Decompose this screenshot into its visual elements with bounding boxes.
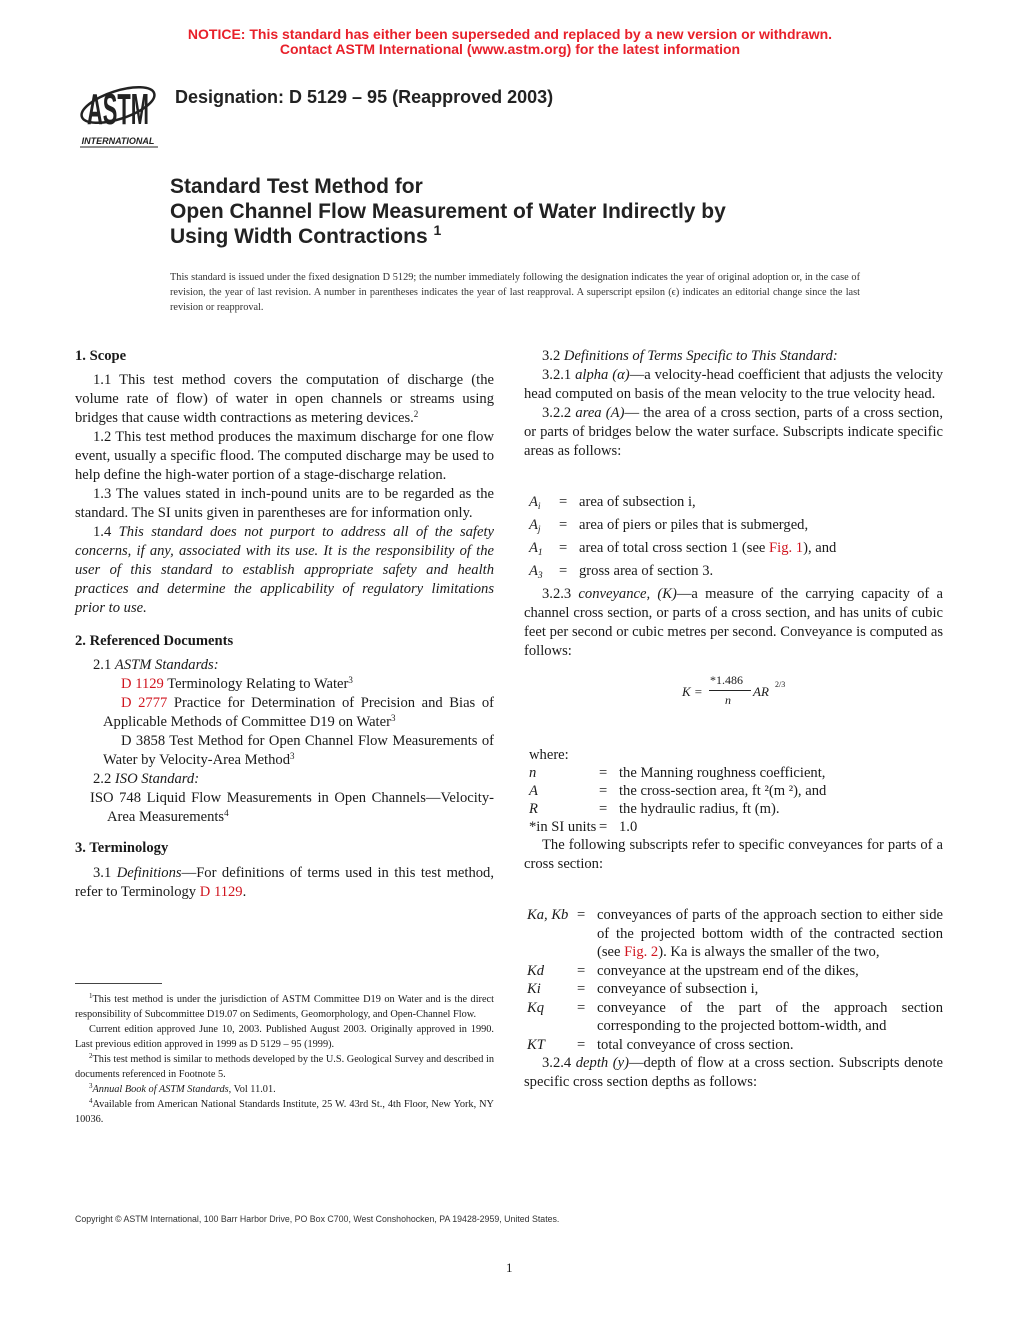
notice-line-1: NOTICE: This standard has either been superseded and replaced by a new version or withdrawn. — [187, 26, 833, 42]
paragraph-1-2: 1.2 This test method produces the maximum discharge for one flow event, usually a specific flood. The computed discharge may be used to help define the high-water portion of a stage-discharge relation. — [75, 429, 494, 483]
section-heading-terminology: 3. Terminology — [75, 840, 169, 856]
section-heading-referenced-documents: 2. Referenced Documents — [75, 633, 234, 649]
svg-text:ASTM: ASTM — [87, 85, 149, 134]
designation: Designation: D 5129 – 95 (Reapproved 2003) — [175, 87, 554, 107]
section-heading-scope: 1. Scope — [75, 348, 127, 364]
paragraph-3-2-3: 3.2.3 conveyance, (K)—a measure of the carrying capacity of a channel cross section, or parts of a cross section, and has units of cubic feet per second or cubic metres per second. Conveyance is computed as follows: — [524, 586, 943, 659]
conveyance-subscript-list: Ka, Kb = conveyances of parts of the approach section to either side of the projected bottom width of the contracted section (see Fig. 2). Ka is always the smaller of the two, Kd = conveyance at the upstream end of the dikes, Ki = conveyance of subsection i, Kq = conveyance of the part of the approach section corresponding to the projected bottom-width, and KT = total conveyance of cross section. — [527, 907, 943, 1053]
svg-text:INTERNATIONAL: INTERNATIONAL — [81, 136, 155, 146]
paragraph-1-3: 1.3 The values stated in inch-pound units are to be regarded as the standard. The SI units given in parentheses are for information only. — [75, 486, 494, 521]
title-footnote-mark: 1 — [433, 222, 442, 238]
link-d2777[interactable]: D 2777 — [121, 695, 168, 711]
footnote-1: $^1$This test method is under the jurisdiction of ASTM Committee D19 on Water and is the direct responsibility of Subcommittee D19.07 on Sediments, Geomorphology, and Open-Channel Flow. — [75, 992, 494, 1020]
link-d1129-terminology[interactable]: D 1129 — [199, 884, 243, 900]
document-title — [170, 174, 726, 249]
withdrawal-notice — [0, 27, 1020, 57]
paragraph-2-2: 2.2 ISO Standard: — [93, 771, 200, 787]
conveyance-subscripts-intro: The following subscripts refer to specific conveyances for parts of a cross section: — [524, 837, 943, 872]
notice-line-2: Contact ASTM International (www.astm.org) for the latest information — [279, 41, 741, 57]
right-column — [524, 347, 943, 1092]
formula-variables: where: n = the Manning roughness coefficient, A = the cross-section area, ft ²(m ²), and R = the hydraulic radius, ft (m). *in SI units = 1.0 — [529, 747, 827, 835]
paragraph-1-4: 1.4 This standard does not purport to address all of the safety concerns, if any, associated with its use. It is the responsibility of the user of this standard to establish appropriate safety and health practices and determine the applicability of regulatory limitations prior to use. — [75, 524, 494, 616]
paragraph-3-2-4: 3.2.4 depth (y)—depth of flow at a cross section. Subscripts denote specific cross section depths as follows: — [524, 1055, 943, 1090]
link-fig-1[interactable]: Fig. 1 — [769, 540, 804, 556]
reference-d2777: D 2777 Practice for Determination of Precision and Bias of Applicable Methods of Committee D19 on Water$^3$ — [103, 695, 494, 730]
footnote-divider — [75, 983, 162, 984]
link-d1129[interactable]: D 1129 — [121, 676, 164, 692]
title-line-3: Using Width Contractions — [170, 225, 428, 248]
reference-d1129: D 1129 Terminology Relating to Water$^3$ — [121, 675, 353, 692]
footnote-2: $^2$This test method is similar to methods developed by the U.S. Geological Survey and described in documents referenced in Footnote 5. — [75, 1052, 494, 1080]
footnotes — [75, 992, 494, 1127]
page-number: 1 — [506, 1260, 513, 1275]
paragraph-3-2-2: 3.2.2 area (A)— the area of a cross section, parts of a cross section, or parts of bridges below the water surface. Subscripts indicate specific areas as follows: — [524, 405, 943, 459]
paragraph-1-1: 1.1 This test method covers the computation of discharge (the volume rate of flow) of water in open channels or streams using bridges that cause width contractions as metering devices.$^2$ — [75, 372, 494, 426]
astm-logo — [76, 72, 162, 150]
title-line-1: Standard Test Method for — [170, 175, 423, 198]
link-fig-2[interactable]: Fig. 2 — [624, 944, 659, 960]
copyright: Copyright © ASTM International, 100 Barr Harbor Drive, PO Box C700, West Conshohocken, PA 19428-2959, United States. — [75, 1214, 560, 1224]
conveyance-formula: K = *1.486 n AR 2/3 — [682, 673, 786, 707]
footnote-3: $^3$Annual Book of ASTM Standards, Vol 11.01. — [89, 1082, 276, 1095]
reference-d3858: D 3858 Test Method for Open Channel Flow Measurements of Water by Velocity-Area Method$^3$ — [103, 733, 494, 768]
paragraph-3-2-1: 3.2.1 alpha (α)—a velocity-head coefficient that adjusts the velocity head computed on basis of the mean velocity to the true velocity head. — [524, 367, 944, 402]
preamble: This standard is issued under the fixed designation D 5129; the number immediately following the designation indicates the year of original adoption or, in the case of revision, the year of last revision. A number in parentheses indicates the year of last reapproval. A superscript epsilon (ϵ) indicates an editorial change since the last revision or reapproval. — [170, 272, 860, 313]
reference-iso748: ISO 748 Liquid Flow Measurements in Open Channels—Velocity-Area Measurements$^4$ — [90, 790, 494, 825]
area-subscript-list: $A_i$ = area of subsection i, $A_j$ = area of piers or piles that is submerged, $A_1$ = area of total cross section 1 (see Fig. 1), and $A_3$ = gross area of section 3. — [529, 494, 837, 581]
paragraph-3-2: 3.2 Definitions of Terms Specific to This Standard: — [542, 348, 838, 364]
footnote-4: $^4$Available from American National Standards Institute, 25 W. 43rd St., 4th Floor, New York, NY 10036. — [75, 1097, 494, 1125]
paragraph-2-1: 2.1 ASTM Standards: — [93, 657, 219, 673]
paragraph-3-1: 3.1 Definitions—For definitions of terms used in this test method, refer to Terminology D 1129. — [75, 865, 494, 900]
footnote-1-edition: Current edition approved June 10, 2003. Published August 2003. Originally approved in 1990. Last previous edition approved in 1999 as D 5129 – 95 (1999). — [75, 1024, 494, 1050]
left-column — [75, 347, 494, 902]
title-line-2: Open Channel Flow Measurement of Water Indirectly by — [170, 200, 726, 223]
